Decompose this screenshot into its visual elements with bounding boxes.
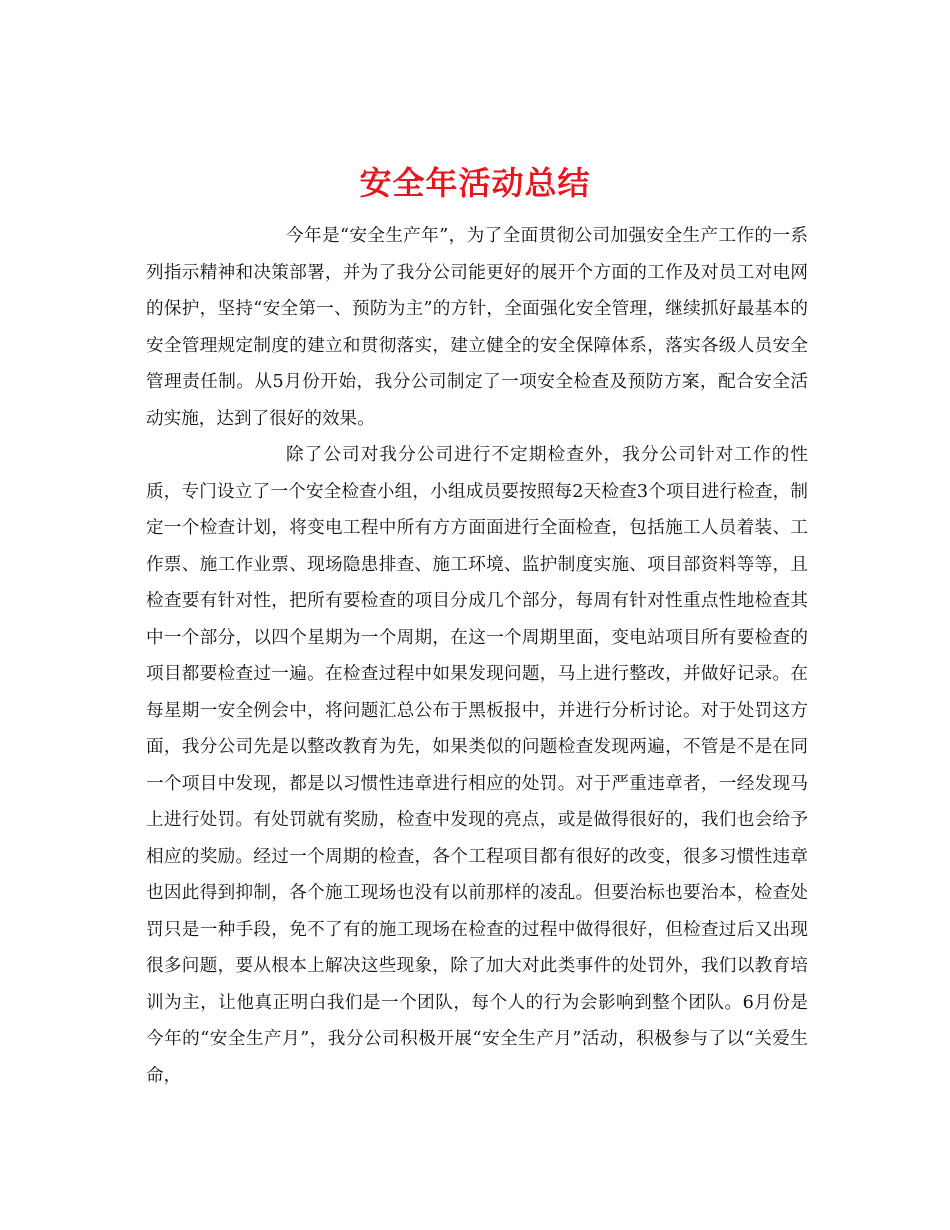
paragraph-1: 今年是“安全生产年”，为了全面贯彻公司加强安全生产工作的一系列指示精神和决策部署，并为了我分公司能更好的展开个方面的工作及对员工对电网的保护，坚持“安全第一、预防为主”的方针，全面强化安全管理，继续抓好最基本的安全管理规定制度的建立和贯彻落实，建立健全的安全保障体系，落实各级人员安全管理责任制。从5月份开始，我分公司制定了一项安全检查及预防方案，配合安全活动实施，达到了很好的效果。: [146, 226, 808, 429]
document-body: [146, 218, 808, 1094]
document-title: 安全年活动总结: [359, 164, 591, 203]
paragraph-2: 除了公司对我分公司进行不定期检查外，我分公司针对工作的性质，专门设立了一个安全检查小组，小组成员要按照每2天检查3个项目进行检查，制定一个检查计划，将变电工程中所有方方面面进行全面检查，包括施工人员着装、工作票、施工作业票、现场隐患排查、施工环境、监护制度实施、项目部资料等等，且检查要有针对性，把所有要检查的项目分成几个部分，每周有针对性重点性地检查其中一个部分，以四个星期为一个周期，在这一个周期里面，变电站项目所有要检查的项目都要检查过一遍。在检查过程中如果发现问题，马上进行整改，并做好记录。在每星期一安全例会中，将问题汇总公布于黑板报中，并进行分析讨论。对于处罚这方面，我分公司先是以整改教育为先，如果类似的问题检查发现两遍，不管是不是在同一个项目中发现，都是以习惯性违章进行相应的处罚。对于严重违章者，一经发现马上进行处罚。有处罚就有奖励，检查中发现的亮点，或是做得很好的，我们也会给予相应的奖励。经过一个周期的检查，各个工程项目都有很好的改变，很多习惯性违章也因此得到抑制，各个施工现场也没有以前那样的凌乱。但要治标也要治本，检查处罚只是一种手段，免不了有的施工现场在检查的过程中做得很好，但检查过后又出现很多问题，要从根本上解决这些现象，除了加大对此类事件的处罚外，我们以教育培训为主，让他真正明白我们是一个团队，每个人的行为会影响到整个团队。6月份是今年的“安全生产月”，我分公司积极开展“安全生产月”活动，积极参与了以“关爱生命，: [146, 445, 808, 1086]
